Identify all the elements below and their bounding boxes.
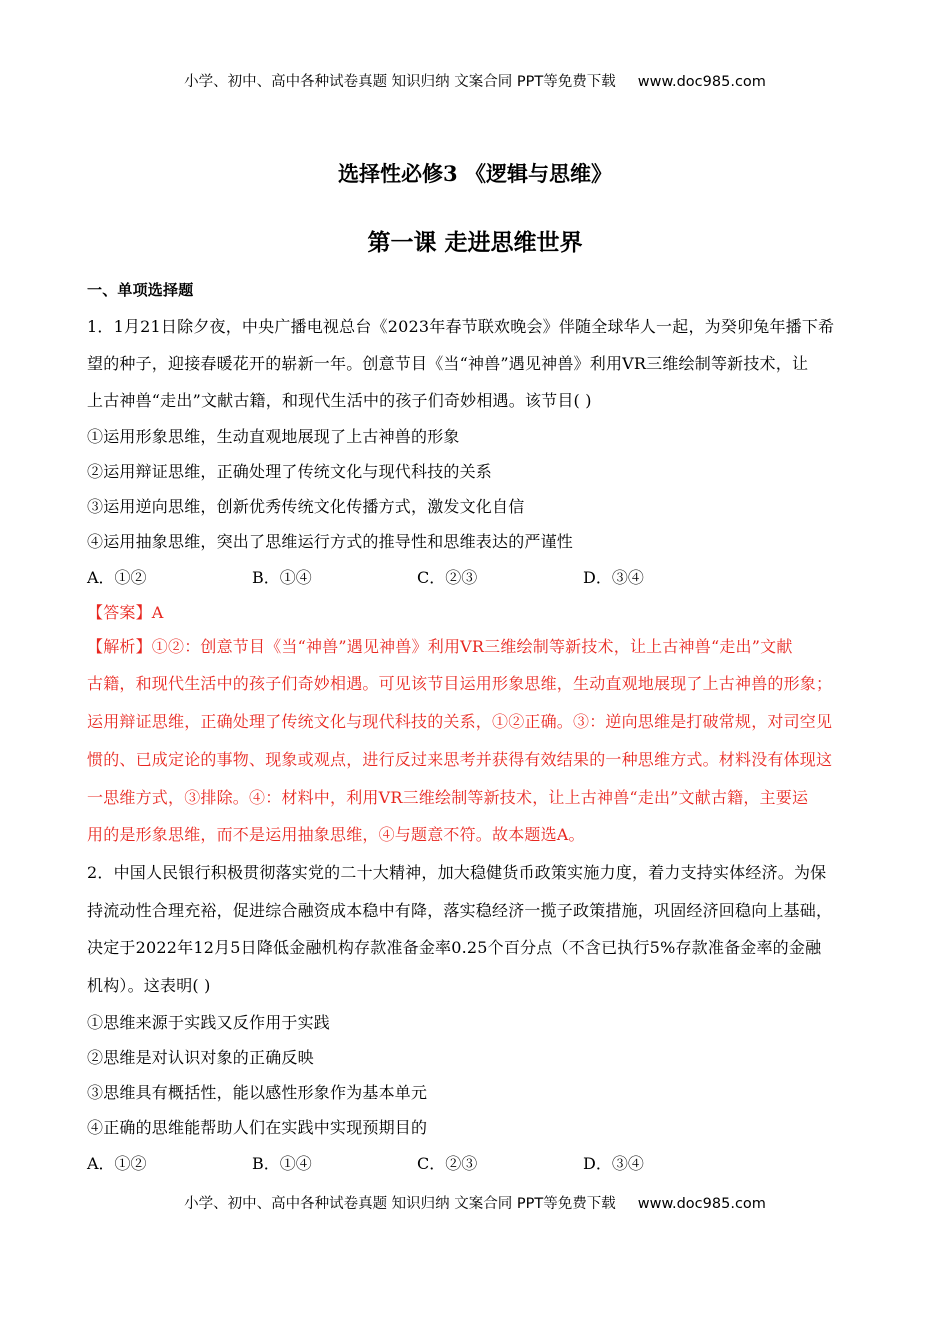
header-text: 小学、初中、高中各种试卷真题 知识归纳 文案合同 PPT等免费下载	[184, 74, 616, 90]
q2-option-b: B．①④	[252, 1154, 312, 1173]
q2-item: ④正确的思维能帮助人们在实践中实现预期目的	[87, 1118, 428, 1137]
lesson-title: 第一课 走进思维世界	[367, 229, 583, 256]
document-title: 选择性必修3 《逻辑与思维》	[338, 161, 612, 186]
q1-option-b: B．①④	[252, 568, 312, 587]
q1-analysis-line: 一思维方式，③排除。④：材料中，利用VR三维绘制等新技术，让上古神兽“走出”文献古籍，主要运	[87, 788, 809, 807]
q1-stem-line: 1．1月21日除夕夜，中央广播电视总台《2023年春节联欢晚会》伴随全球华人一起，为癸卯兔年播下希	[87, 317, 835, 336]
q2-stem-line: 持流动性合理充裕，促进综合融资成本稳中有降，落实稳经济一揽子政策措施，巩固经济回稳向上基础，	[87, 901, 833, 920]
section-heading: 一、单项选择题	[87, 281, 194, 299]
q1-item: ③运用逆向思维，创新优秀传统文化传播方式，激发文化自信	[87, 497, 525, 516]
q1-option-a: A．①②	[87, 568, 147, 587]
q1-analysis-line: 运用辩证思维，正确处理了传统文化与现代科技的关系，①②正确。③：逆向思维是打破常规，对司空见	[87, 712, 833, 731]
q2-option-a: A．①②	[87, 1154, 147, 1173]
header-url[interactable]: www.doc985.com	[637, 74, 766, 90]
q2-option-c: C．②③	[417, 1154, 478, 1173]
q1-analysis-line: 【解析】①②：创意节目《当“神兽”遇见神兽》利用VR三维绘制等新技术，让上古神兽“走出”文献	[87, 637, 793, 656]
footer-text: 小学、初中、高中各种试卷真题 知识归纳 文案合同 PPT等免费下载	[184, 1196, 616, 1212]
q1-analysis-line: 用的是形象思维，而不是运用抽象思维，④与题意不符。故本题选A。	[87, 825, 585, 844]
footer-url[interactable]: www.doc985.com	[637, 1196, 766, 1212]
q1-item: ②运用辩证思维，正确处理了传统文化与现代科技的关系	[87, 462, 493, 481]
page-footer	[0, 1192, 950, 1213]
q1-option-c: C．②③	[417, 568, 478, 587]
q1-stem-line: 上古神兽“走出”文献古籍，和现代生活中的孩子们奇妙相遇。该节目( )	[87, 391, 592, 410]
q2-item: ①思维来源于实践又反作用于实践	[87, 1013, 331, 1032]
q1-item: ①运用形象思维，生动直观地展现了上古神兽的形象	[87, 427, 460, 446]
q2-stem-line: 机构）。这表明( )	[87, 976, 211, 995]
page-header	[0, 70, 950, 91]
q1-analysis-line: 古籍，和现代生活中的孩子们奇妙相遇。可见该节目运用形象思维，生动直观地展现了上古神兽的形象；	[87, 674, 833, 693]
q2-item: ②思维是对认识对象的正确反映	[87, 1048, 314, 1067]
q1-analysis-line: 惯的、已成定论的事物、现象或观点，进行反过来思考并获得有效结果的一种思维方式。材料没有体现这	[87, 750, 833, 769]
q1-stem-line: 望的种子，迎接春暖花开的崭新一年。创意节目《当“神兽”遇见神兽》利用VR三维绘制等新技术，让	[87, 354, 809, 373]
q2-option-d: D．③④	[583, 1154, 644, 1173]
q2-stem-line: 2．中国人民银行积极贯彻落实党的二十大精神，加大稳健货币政策实施力度，着力支持实体经济。为保	[87, 863, 827, 882]
q1-option-d: D．③④	[583, 568, 644, 587]
q1-item: ④运用抽象思维，突出了思维运行方式的推导性和思维表达的严谨性	[87, 532, 574, 551]
q2-stem-line: 决定于2022年12月5日降低金融机构存款准备金率0.25个百分点（不含已执行5%存款准备金率的金融	[87, 938, 822, 957]
q1-answer: 【答案】A	[87, 603, 164, 622]
q2-item: ③思维具有概括性，能以感性形象作为基本单元	[87, 1083, 428, 1102]
